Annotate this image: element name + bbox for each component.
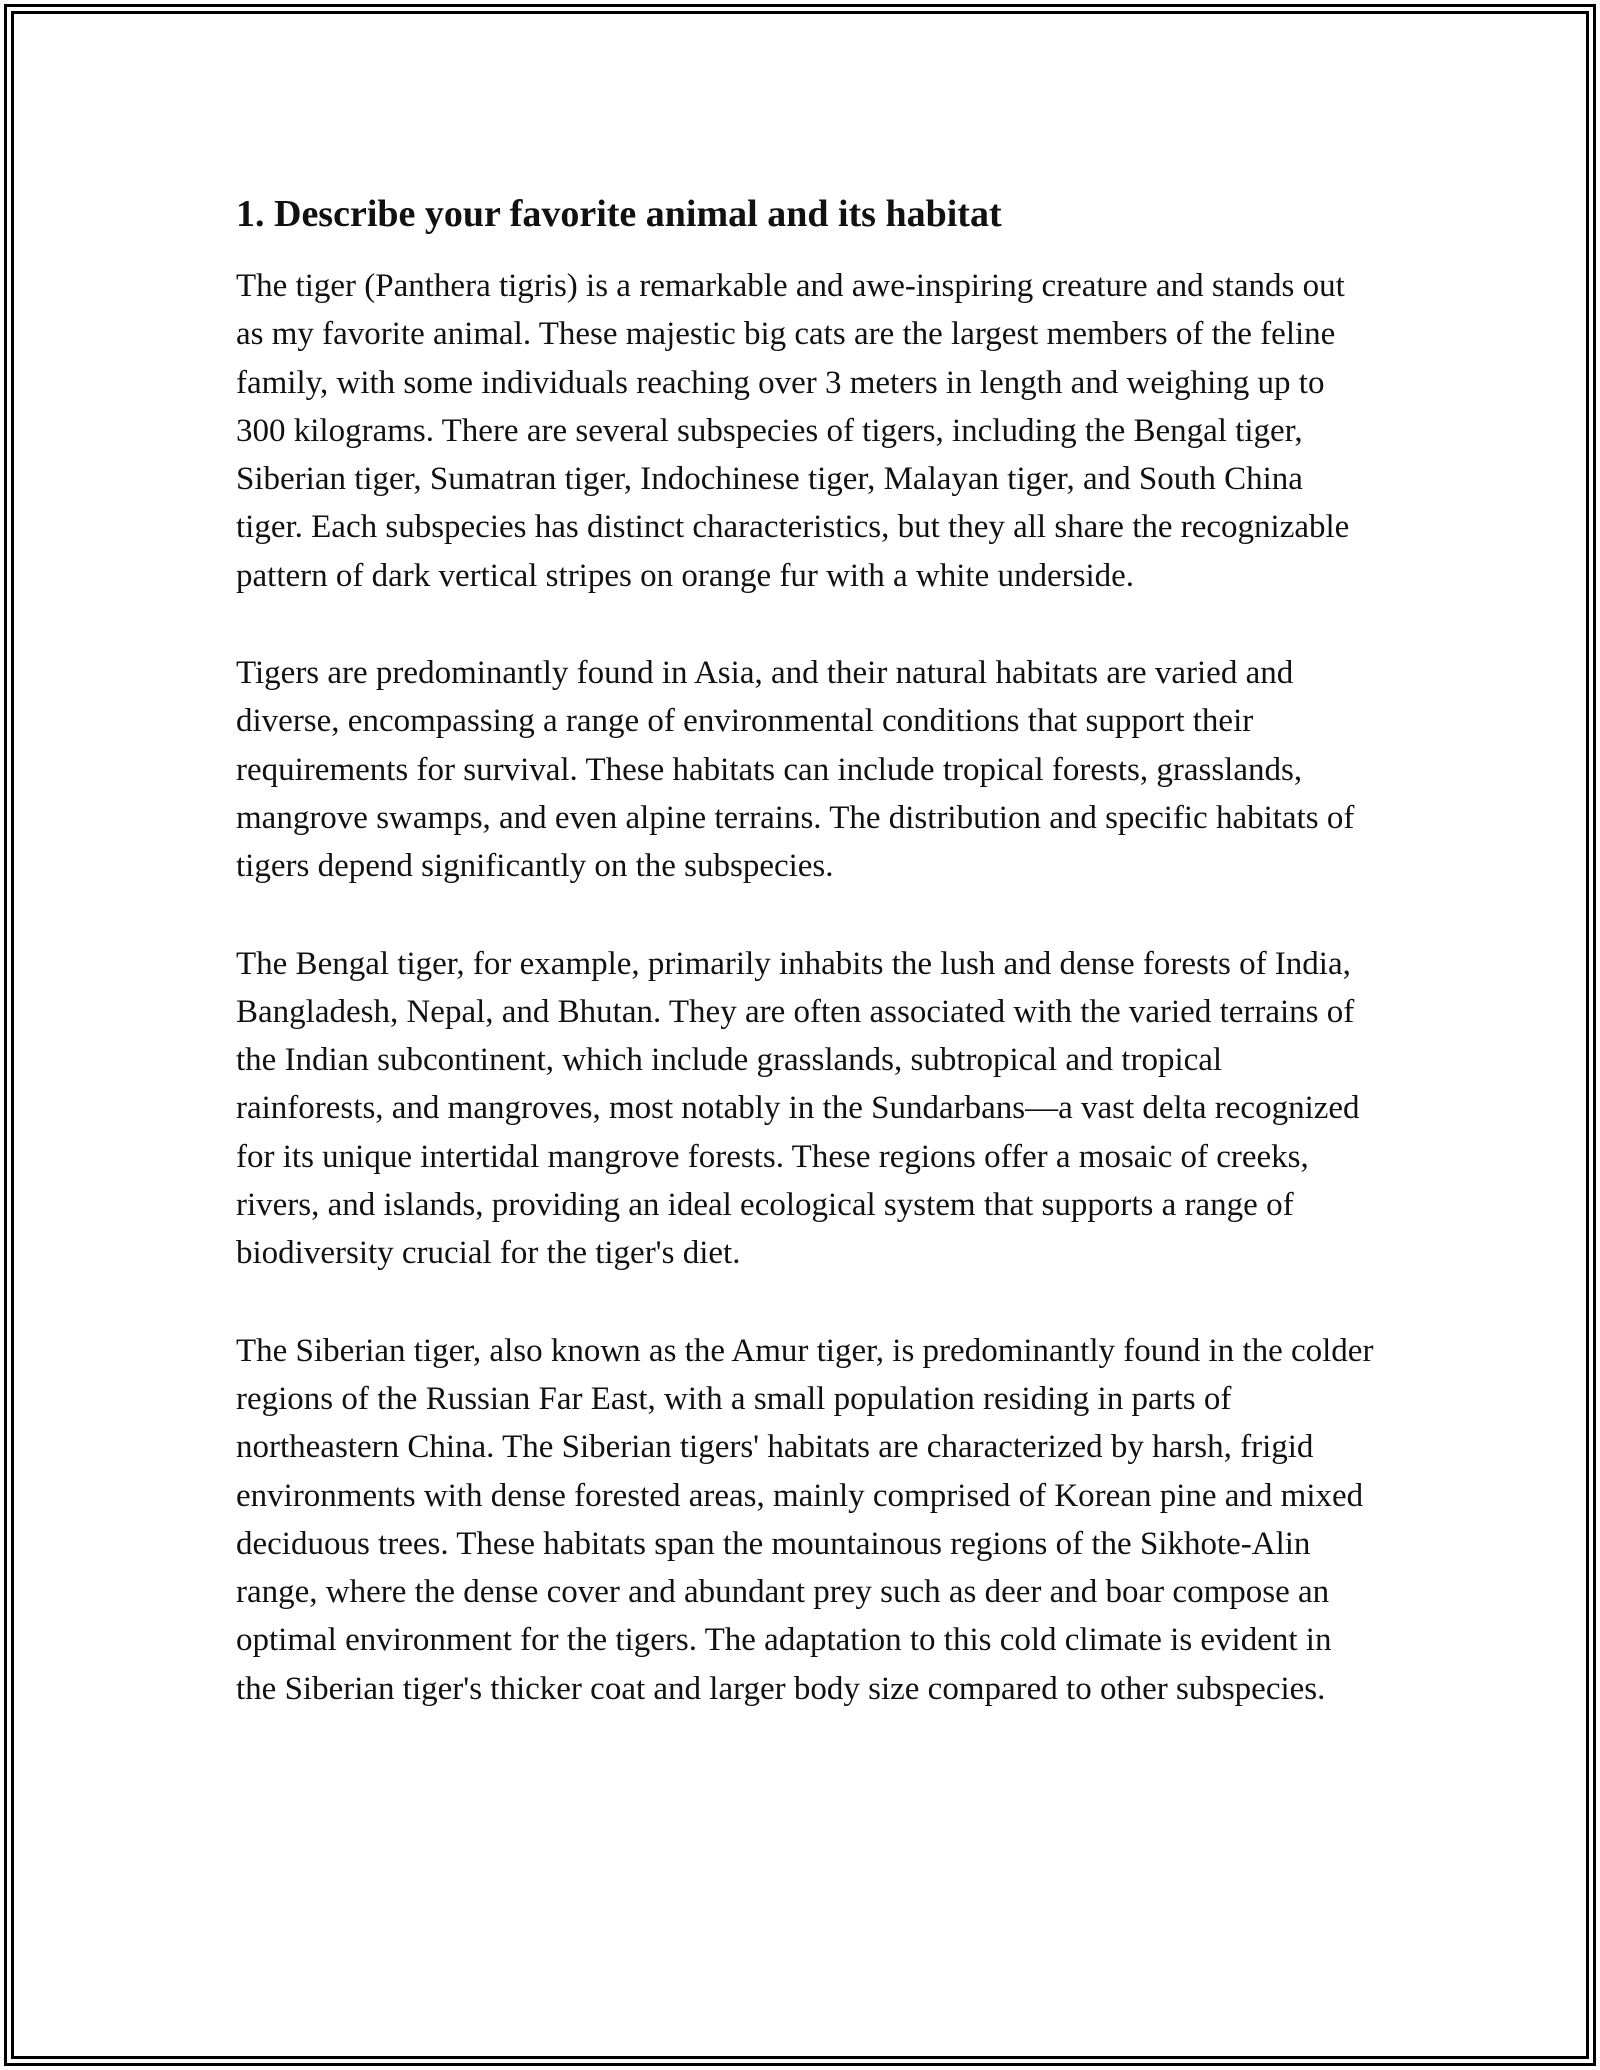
paragraph-tiger-intro: The tiger (Panthera tigris) is a remarkable and awe-inspiring creature and stands out as my favorite animal. These majestic big cats are the largest members of the feline family, with some individuals reaching over 3 meters in length and weighing up to 300 kilograms. There are several subspecies of tigers, including the Bengal tiger, Siberian tiger, Sumatran tiger, Indochinese tiger, Malayan tiger, and South China tiger. Each subspecies has distinct characteristics, but they all share the recognizable pattern of dark vertical stripes on orange fur with a white underside. bbox=[236, 268, 1350, 594]
document-body bbox=[236, 188, 1376, 1762]
paragraph-siberian-tiger: The Siberian tiger, also known as the Amur tiger, is predominantly found in the colder regions of the Russian Far East, with a small population residing in parts of northeastern China. The Siberian tigers' habitats are characterized by harsh, frigid environments with dense forested areas, mainly comprised of Korean pine and mixed deciduous trees. These habitats span the mountainous regions of the Sikhote-Alin range, where the dense cover and abundant prey such as deer and boar compose an optimal environment for the tigers. The adaptation to this cold climate is evident in the Siberian tiger's thicker coat and larger body size compared to other subspecies. bbox=[236, 1332, 1374, 1707]
question-heading: 1. Describe your favorite animal and its habitat bbox=[236, 193, 1002, 235]
paragraph-bengal-tiger: The Bengal tiger, for example, primarily inhabits the lush and dense forests of India, Bangladesh, Nepal, and Bhutan. They are often associated with the varied terrains of the Indian subcontinent, which include grasslands, subtropical and tropical rainforests, and mangroves, most notably in the Sundarbans—a vast delta recognized for its unique intertidal mangrove forests. These regions offer a mosaic of creeks, rivers, and islands, providing an ideal ecological system that supports a range of biodiversity crucial for the tiger's diet. bbox=[236, 945, 1360, 1272]
paragraph-habitats-overview: Tigers are predominantly found in Asia, and their natural habitats are varied and diverse, encompassing a range of environmental conditions that support their requirements for survival. These habitats can include tropical forests, grasslands, mangrove swamps, and even alpine terrains. The distribution and specific habitats of tigers depend significantly on the subspecies. bbox=[236, 655, 1355, 885]
